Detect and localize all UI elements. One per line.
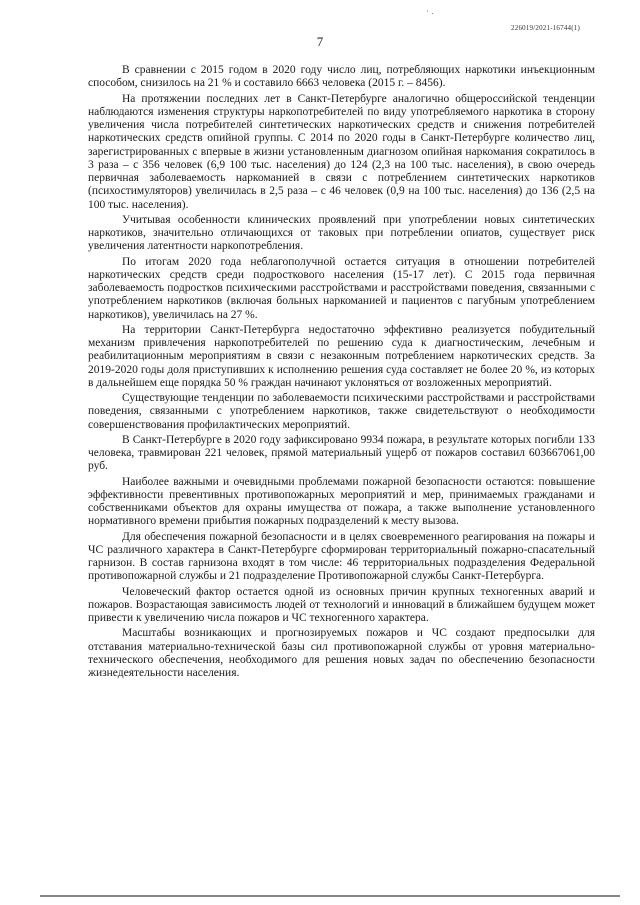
paragraph: В сравнении с 2015 годом в 2020 году число лиц, потребляющих наркотики инъекционным способом, снизилось на 21 % и составило 6663 человека (2015 г. – 8456). [88, 64, 595, 90]
document-body [88, 64, 595, 682]
page-number: 7 [316, 34, 324, 49]
document-id: 226019/2021-16744(1) [511, 24, 580, 32]
scan-artifact: · . [426, 6, 434, 16]
paragraph: Наиболее важными и очевидными проблемами пожарной безопасности остаются: повышение эффективности превентивных противопожарных мероприятий и мер, принимаемых гражданами и собственниками объектов для охраны имущества от пожара, а также выполнение установленного нормативного времени прибытия пожарных подразделений к месту вызова. [88, 475, 595, 528]
paragraph: На протяжении последних лет в Санкт-Петербурге аналогично общероссийской тенденции наблюдаются изменения структуры наркопотребителей по виду употребляемого наркотика в сторону увеличения числа потребителей синтетических наркотических средств и снижения потребителей наркотических средств опийной группы. С 2014 по 2020 годы в Санкт-Петербурге количество лиц, зарегистрированных с впервые в жизни установленным диагнозом опийная наркомания сократилось в 3 раза – с 356 человек (6,9 100 тыс. населения) до 124 (2,3 на 100 тыс. населения), в свою очередь первичная заболеваемость наркоманией в связи с потреблением синтетических наркотиков (психостимуляторов) увеличилась в 2,5 раза – с 46 человек (0,9 на 100 тыс. населения) до 136 (2,5 на 100 тыс. населения). [88, 92, 595, 211]
paragraph: Для обеспечения пожарной безопасности и в целях своевременного реагирования на пожары и ЧС различного характера в Санкт-Петербурге сформирован территориальный пожарно-спасательный гарнизон. В состав гарнизона входят в том числе: 46 территориальных подразделения Федеральной противопожарной службы и 21 подразделение Противопожарной службы Санкт-Петербурга. [88, 530, 595, 583]
paragraph: Масштабы возникающих и прогнозируемых пожаров и ЧС создают предпосылки для отставания материально-технической базы сил противопожарной службы от уровня материально-технического обеспечения, необходимого для решения новых задач по обеспечению безопасности жизнедеятельности населения. [88, 627, 595, 679]
paragraph: Существующие тенденции по заболеваемости психическими расстройствами и расстройствами поведения, связанными с употреблением наркотиков, также свидетельствуют о необходимости совершенствования профилактических мероприятий. [88, 392, 595, 431]
paragraph: На территории Санкт-Петербурга недостаточно эффективно реализуется побудительный механизм привлечения наркопотребителей по решению суда к диагностическим, лечебным и реабилитационным мероприятиям в связи с незаконным потреблением наркотических средств. За 2019-2020 годы доля приступивших к исполнению решения суда составляет не более 20 %, из которых в дальнейшем еще порядка 50 % граждан начинают уклоняться от возложенных мероприятий. [88, 323, 595, 389]
paragraph: Учитывая особенности клинических проявлений при употреблении новых синтетических наркотиков, значительно отличающихся от таковых при потреблении опиатов, существует риск увеличения латентности наркопотребления. [88, 213, 595, 253]
paragraph: Человеческий фактор остается одной из основных причин крупных техногенных аварий и пожаров. Возрастающая зависимость людей от технологий и инноваций в ближайшем будущем может привести к увеличению числа пожаров и ЧС техногенного характера. [88, 585, 595, 624]
paragraph: В Санкт-Петербурге в 2020 году зафиксировано 9934 пожара, в результате которых погибли 133 человека, травмирован 221 человек, прямой материальный ущерб от пожаров составил 603667061,00 руб. [88, 433, 595, 473]
scan-edge-line [40, 895, 620, 897]
paragraph: По итогам 2020 года неблагополучной остается ситуация в отношении потребителей наркотических средств среди подросткового населения (15-17 лет). С 2015 года первичная заболеваемость подростков психическими расстройствами и расстройствами поведения, связанными с употреблением наркотиков (включая больных наркоманией и пациентов с пагубным употреблением наркотиков), увеличилась на 27 %. [88, 255, 595, 321]
